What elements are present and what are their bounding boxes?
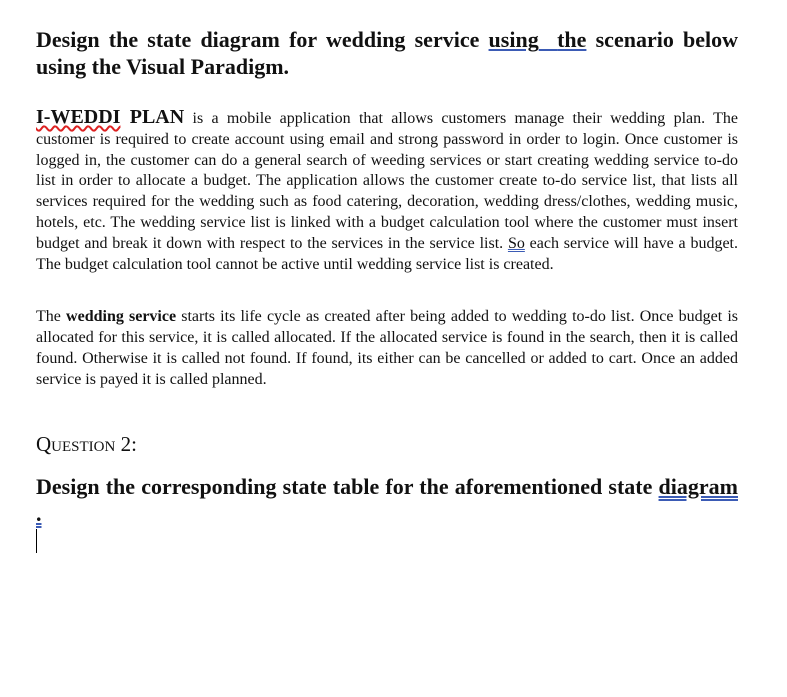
- heading-state-diagram: [36, 26, 738, 80]
- heading-text: Design the state diagram for wedding service: [36, 27, 489, 52]
- heading-underlined-using: using: [488, 27, 539, 52]
- lifecycle-text-end: starts its life cycle as created after being added to wedding to-do list. Once budget is allocated for this service, it is called allocated. If the allocated service is found in the search, then it is called found. Otherwise it is called not found. If found, its either can be cancelled or added to cart. Once an added service is payed it is called planned.: [36, 308, 739, 388]
- lifecycle-paragraph: [36, 307, 738, 390]
- heading2-text: Design the corresponding state table for the aforementioned state: [36, 473, 659, 499]
- brand-name-plan: PLAN: [120, 106, 185, 128]
- text-cursor[interactable]: [36, 529, 37, 553]
- question-label-text: Question 2:: [36, 431, 137, 456]
- scenario-paragraph: [36, 107, 738, 275]
- heading-state-table: [36, 473, 738, 527]
- grammar-flag-so: So: [507, 234, 525, 252]
- lifecycle-bold-term: wedding service: [66, 308, 177, 326]
- brand-name: I-WEDDI: [36, 106, 121, 128]
- heading-underlined-space: [539, 27, 557, 52]
- heading-text-end: scenario below using the Visual Paradigm.: [36, 27, 739, 79]
- scenario-text: is a mobile application that allows customers manage their wedding plan. The customer is required to create account using email and strong password in order to login. Once customer is logged in, the customer can do a general search of weeding services or start creating wedding service to-do list in order to allocate a budget. The application allows the customer create to-do service list, that lists all services required for the wedding such as food catering, decoration, wedding dress/clothes, wedding music, hotels, etc. The wedding service list is linked with a budget calculation tool where the customer must insert budget and break it down with respect to the services in the service list.: [36, 110, 738, 252]
- heading2-underlined: diagram .: [36, 473, 738, 526]
- heading-underlined-the: the: [557, 27, 587, 52]
- lifecycle-text: The: [36, 308, 67, 326]
- scenario-text-end: each service will have a budget. The budget calculation tool cannot be active until wedding service list is created.: [36, 234, 738, 273]
- document-page: [36, 26, 738, 553]
- question-label: [36, 431, 738, 457]
